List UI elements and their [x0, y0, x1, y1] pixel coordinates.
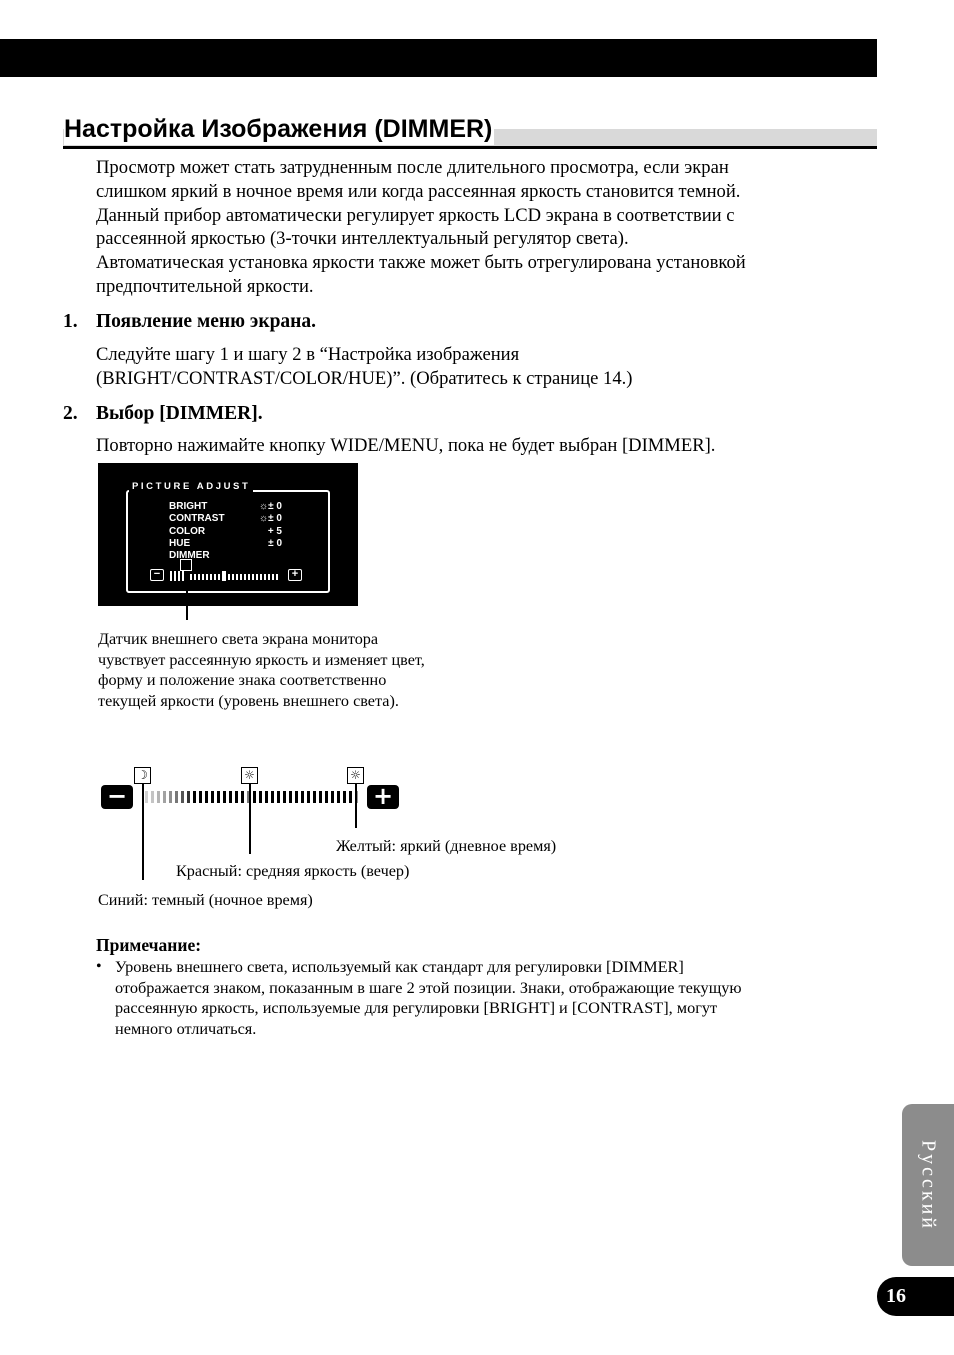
callout-line: чувствует рассеянную яркость и изменяет цвет,: [98, 650, 425, 669]
screen-value-hue: ± 0: [268, 537, 282, 549]
callout-line: Датчик внешнего света экрана монитора: [98, 630, 379, 648]
title-rule: [63, 146, 877, 149]
step-1-heading: [0, 311, 600, 337]
step-number: 2.: [63, 403, 78, 424]
scale-minus-button: −: [101, 785, 133, 809]
intro-line: рассеянной яркостью (3-точки интеллектуальный регулятор света).: [96, 228, 629, 250]
sensor-callout: [98, 629, 425, 711]
screen-plus-button: +: [288, 569, 302, 581]
screen-label-color: COLOR: [169, 525, 206, 537]
intro-paragraph: [96, 156, 866, 299]
section-title: Настройка Изображения (DIMMER): [64, 115, 493, 143]
step-line: Повторно нажимайте кнопку WIDE/MENU, пока не будет выбран [DIMMER].: [96, 435, 716, 456]
evening-label: Красный: средняя яркость (вечер): [176, 862, 410, 880]
intro-line: Данный прибор автоматически регулирует яркость LCD экрана в соответствии с: [96, 204, 735, 226]
note-heading: Примечание:: [96, 935, 202, 955]
sensor-icon: [180, 559, 192, 571]
evening-leader-line: [249, 784, 251, 854]
language-tab-label: Русский: [917, 1139, 940, 1231]
intro-line: Просмотр может стать затрудненным после длительного просмотра, если экран: [96, 157, 729, 178]
brightness-scale: [143, 790, 363, 804]
note-bullet: •: [96, 958, 102, 975]
callout-line: форму и положение знака соответственно: [98, 671, 387, 689]
screen-label-hue: HUE: [169, 537, 191, 549]
step-2-body: [96, 434, 715, 458]
screen-item-values: [238, 501, 282, 550]
step-1-body: [96, 343, 633, 391]
step-line: Следуйте шагу 1 и шагу 2 в “Настройка изображения: [96, 344, 520, 365]
sun-icon: ☼: [241, 767, 258, 784]
scale-ticks: [145, 791, 358, 803]
step-title: Выбор [DIMMER].: [96, 403, 263, 424]
moon-icon: ☽: [134, 767, 151, 784]
intro-line: слишком яркий в ночное время или когда рассеянная яркость становится темной.: [96, 180, 741, 202]
callout-line: текущей яркости (уровень внешнего света).: [98, 691, 399, 710]
note-line: рассеянную яркость, используемые для регулировки [BRIGHT] и [CONTRAST], могут: [115, 998, 718, 1017]
screen-label-dimmer: DIMMER: [169, 550, 210, 562]
page-number: 16: [877, 1277, 954, 1316]
picture-adjust-screen: [98, 463, 358, 606]
intro-line: Автоматическая установка яркости также может быть отрегулирована установкой: [96, 252, 746, 274]
screen-item-labels: [169, 501, 225, 562]
step-2-heading: [0, 403, 600, 429]
night-leader-line: [142, 784, 144, 880]
day-label: Желтый: яркий (дневное время): [336, 837, 557, 855]
screen-value-color: + 5: [267, 525, 282, 537]
intro-line: предпочтительной яркости.: [96, 275, 314, 297]
sensor-leader-line: [186, 571, 188, 620]
note-line: отображается знаком, показанным в шаге 2 этой позиции. Знаки, отображающие текущую: [115, 977, 742, 997]
scale-plus-button: +: [367, 785, 399, 809]
note-line: немного отличаться.: [115, 1018, 257, 1038]
screen-value-bright: ☼± 0: [259, 501, 282, 512]
screen-minus-button: −: [150, 569, 164, 581]
screen-label-contrast: CONTRAST: [169, 513, 225, 525]
screen-value-contrast: ☼± 0: [259, 513, 282, 525]
sun-icon: ☼: [347, 767, 364, 784]
day-leader-line: [355, 784, 357, 828]
step-line: (BRIGHT/CONTRAST/COLOR/HUE)”. (Обратитесь к странице 14.): [96, 368, 633, 389]
screen-title: PICTURE ADJUST: [129, 481, 253, 492]
note-text: [115, 957, 742, 1039]
step-number: 1.: [63, 311, 78, 332]
step-title: Появление меню экрана.: [96, 311, 317, 332]
header-bar: [0, 39, 877, 77]
note-line: Уровень внешнего света, используемый как стандарт для регулировки [DIMMER]: [115, 957, 684, 976]
night-label: Синий: темный (ночное время): [98, 891, 313, 909]
screen-label-bright: BRIGHT: [169, 501, 208, 512]
